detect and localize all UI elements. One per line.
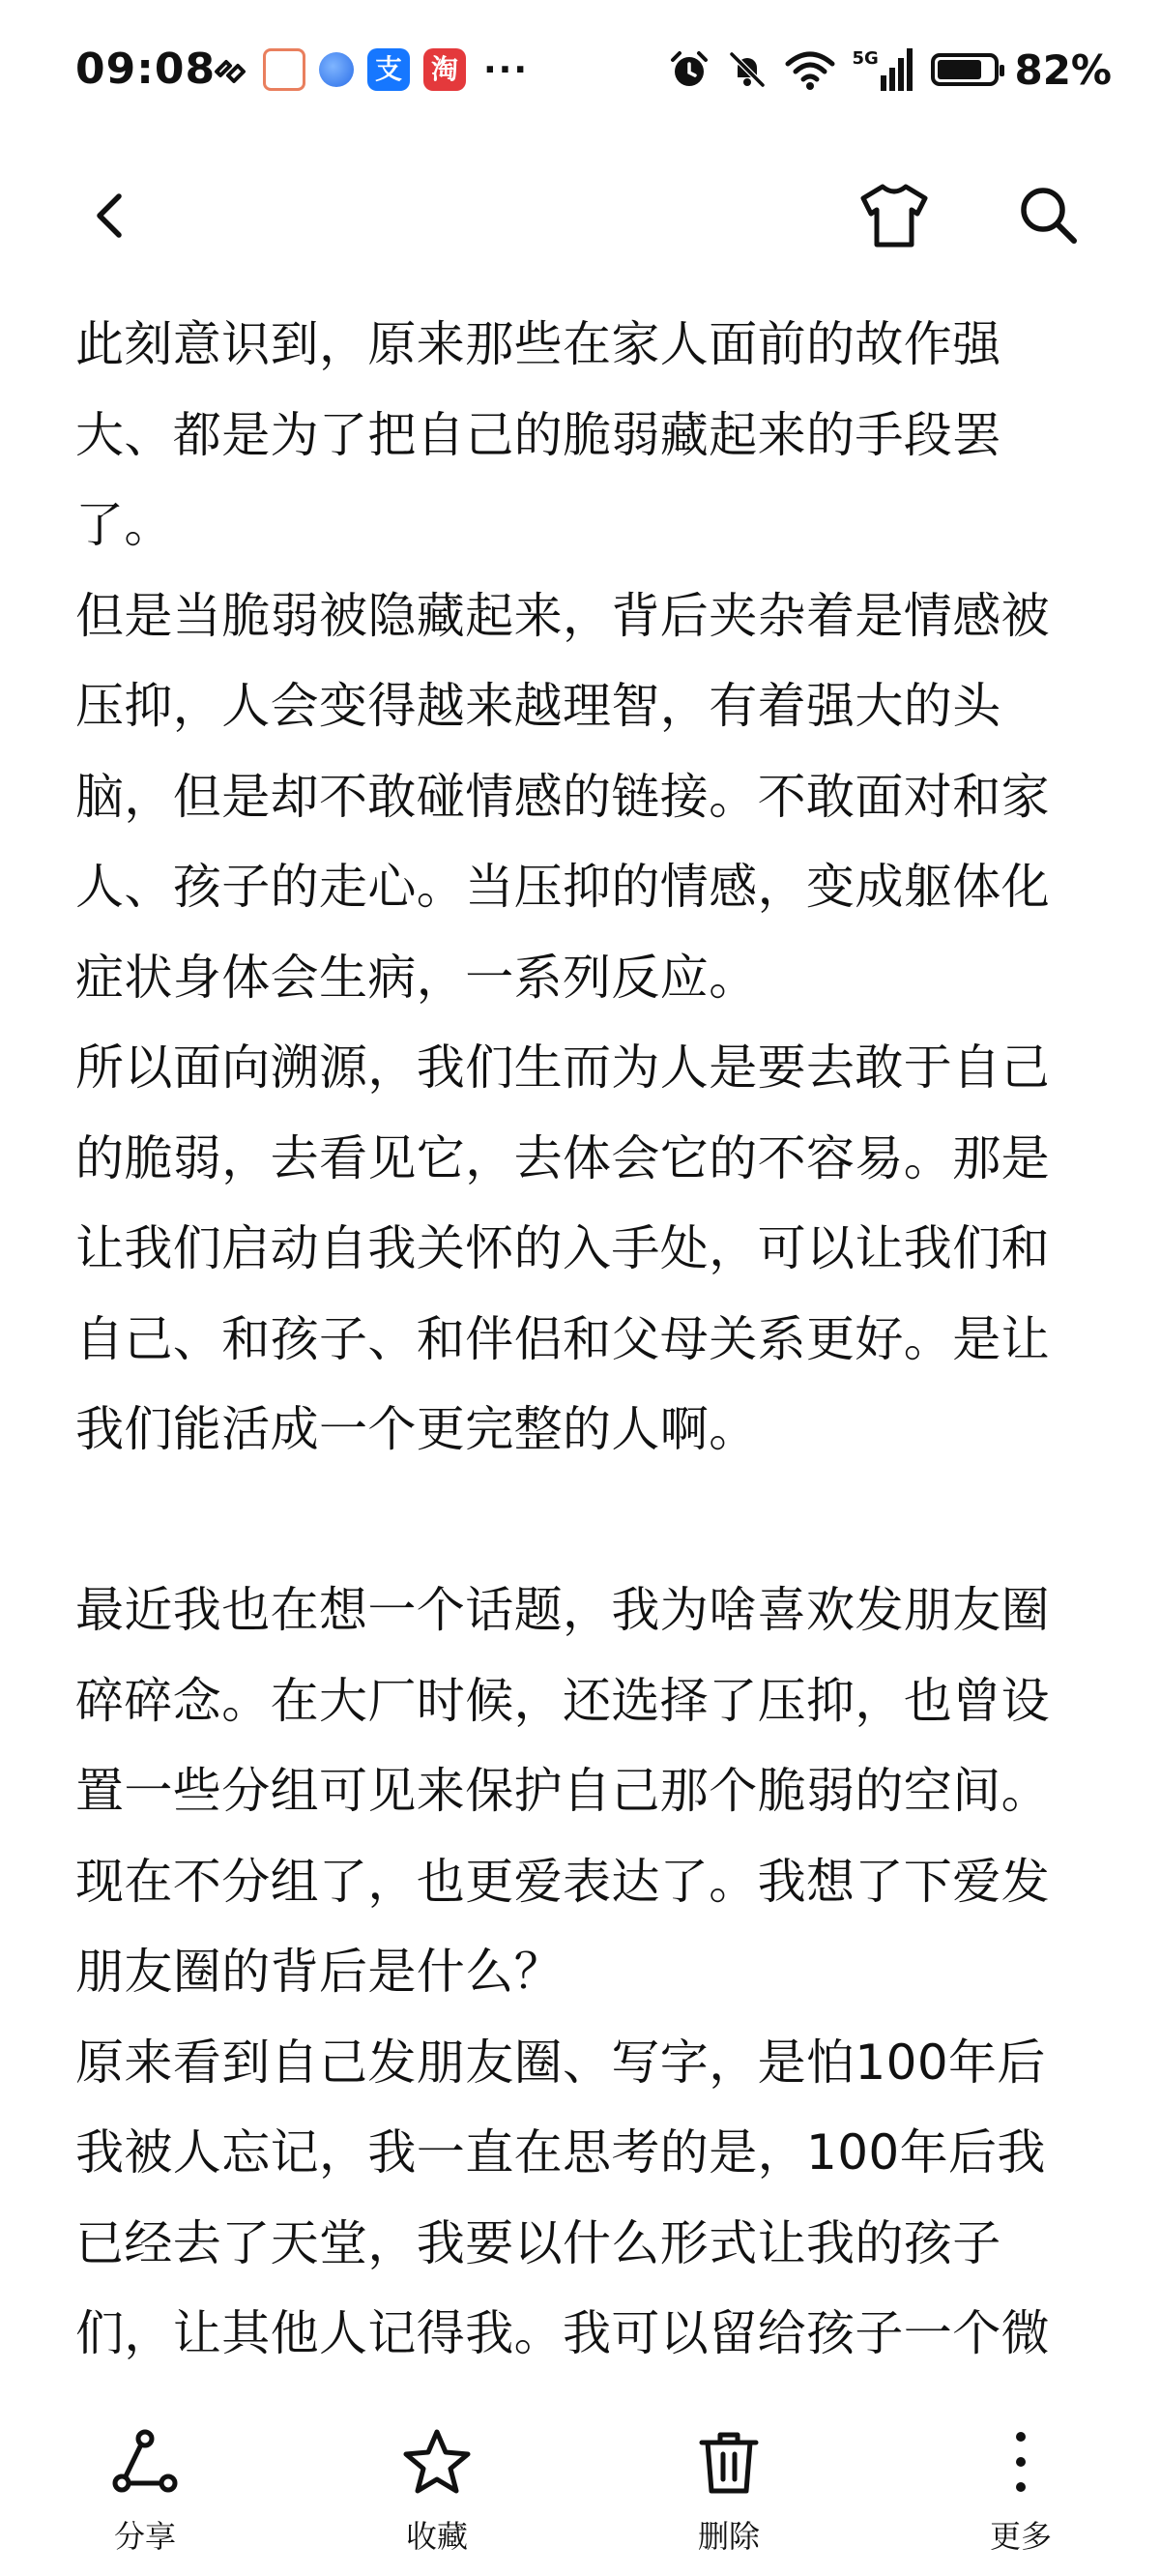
more-vertical-icon	[986, 2427, 1056, 2497]
status-time: 09:08	[75, 44, 217, 94]
article-paragraph: 原来看到自己发朋友圈、写字，是怕100年后我被人忘记，我一直在思考的是，100年后我已经去了天堂，我要以什么形式让我的孩子们，让其他人记得我。我可以留给孩子一个微	[75, 2034, 1050, 2361]
alarm-icon	[668, 48, 710, 91]
mute-icon	[726, 48, 768, 91]
tshirt-icon	[856, 177, 933, 254]
favorite-label: 收藏	[405, 2518, 468, 2555]
network-type: 5G	[852, 48, 879, 69]
alipay-icon: 支	[367, 48, 410, 91]
article-paragraph: 但是当脆弱被隐藏起来，背后夹杂着是情感被压抑，人会变得越来越理智，有着强大的头脑，但是却不敢碰情感的链接。不敢面对和家人、孩子的走心。当压抑的情感，变成躯体化症状身体会生病，一系列反应。	[75, 587, 1050, 1006]
paragraph-gap	[75, 1476, 1090, 1566]
share-label: 分享	[113, 2518, 176, 2555]
wifi-icon	[784, 48, 836, 91]
delete-label: 删除	[697, 2518, 760, 2555]
bottom-toolbar	[0, 2379, 1160, 2576]
top-app-bar	[0, 145, 1160, 271]
article-paragraph: 所以面向溯源，我们生而为人是要去敢于自己的脆弱，去看见它，去体会它的不容易。那是让我们启动自我关怀的入手处，可以让我们和自己、和孩子、和伴侣和父母关系更好。是让我们能活成一个更完整的人啊。	[75, 1039, 1050, 1457]
link-icon	[211, 50, 249, 89]
trash-icon	[694, 2427, 764, 2497]
more-button[interactable]	[934, 2427, 1108, 2557]
article-content	[75, 300, 1090, 2379]
battery-icon	[931, 53, 999, 86]
battery-fill	[938, 60, 981, 79]
system-icons	[668, 43, 1112, 97]
share-button[interactable]	[58, 2427, 232, 2557]
calendar-icon	[263, 48, 305, 91]
search-button[interactable]	[1005, 172, 1092, 259]
theme-button[interactable]	[851, 172, 938, 259]
more-notifications-icon: ···	[483, 49, 530, 90]
article-paragraph: 最近我也在想一个话题，我为啥喜欢发朋友圈碎碎念。在大厂时候，还选择了压抑，也曾设置一些分组可见来保护自己那个脆弱的空间。现在不分组了，也更爱表达了。我想了下爱发朋友圈的背后是什么？	[75, 1582, 1050, 2000]
back-button[interactable]	[68, 172, 155, 259]
share-icon	[110, 2427, 180, 2497]
more-label: 更多	[989, 2518, 1052, 2555]
taobao-icon: 淘	[423, 48, 466, 91]
chevron-left-icon	[82, 187, 140, 245]
status-bar	[0, 0, 1160, 145]
star-icon	[402, 2427, 472, 2497]
battery-percent: 82%	[1014, 45, 1112, 94]
notification-icons	[211, 44, 529, 95]
article-paragraph: 此刻意识到，原来那些在家人面前的故作强大、都是为了把自己的脆弱藏起来的手段罢了。	[75, 316, 1001, 553]
cellular-signal-icon	[852, 46, 915, 93]
browser-icon	[319, 52, 354, 87]
delete-button[interactable]	[642, 2427, 816, 2557]
favorite-button[interactable]	[350, 2427, 524, 2557]
search-icon	[1014, 181, 1084, 250]
